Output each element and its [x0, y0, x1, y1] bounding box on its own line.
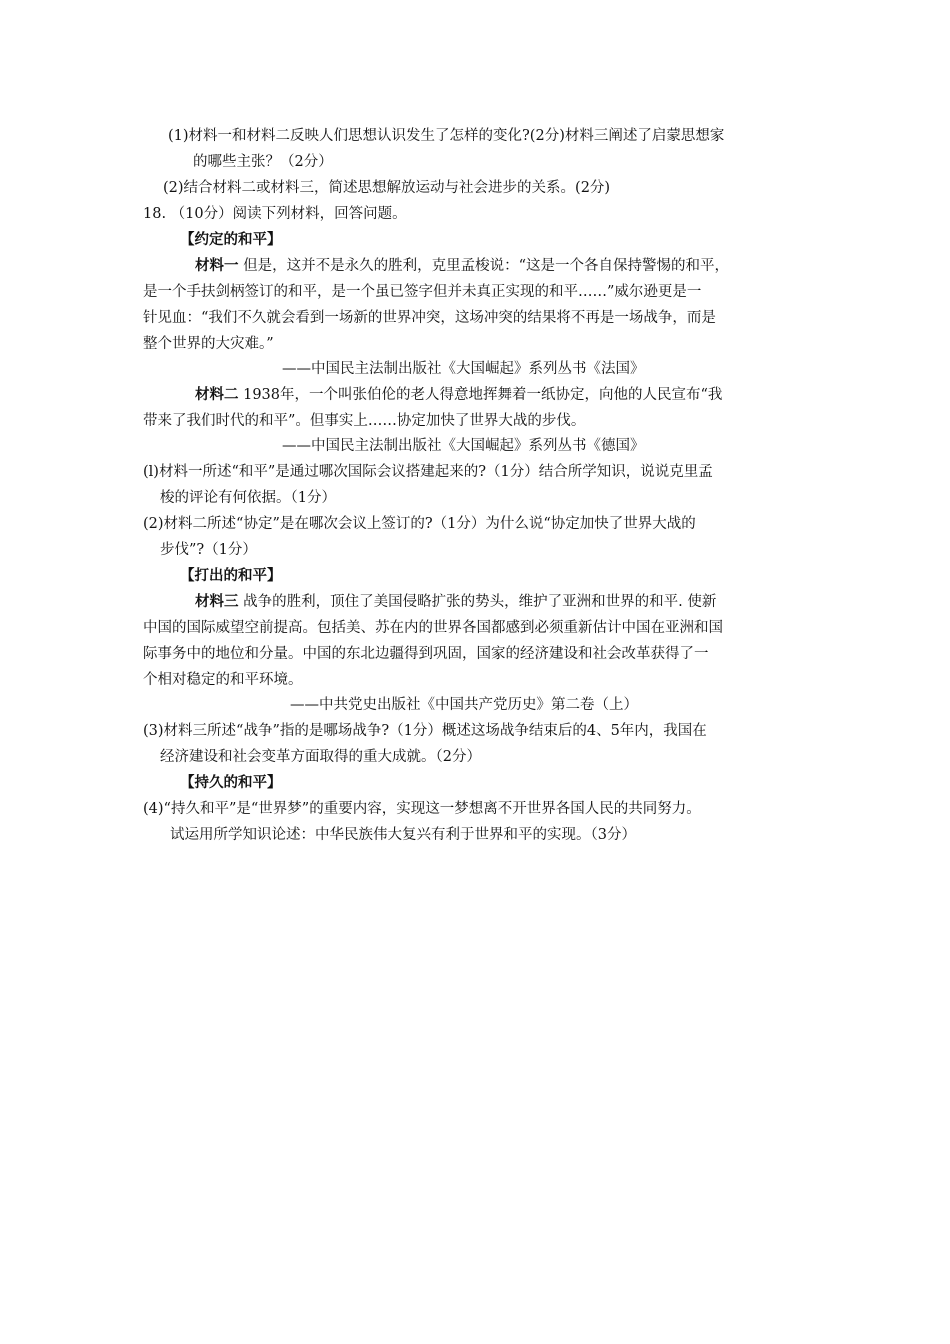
material-one-line2: 是一个手扶剑柄签订的和平，是一个虽已签字但并未真正实现的和平……”威尔逊更是一: [143, 284, 702, 300]
material-two-line1: 材料二 1938年，一个叫张伯伦的老人得意地挥舞着一纸协定，向他的人民宣布“我: [195, 386, 723, 403]
material-three-line3: 际事务中的地位和分量。中国的东北边疆得到巩固，国家的经济建设和社会改革获得了一: [143, 646, 709, 662]
material-three-line1: 材料三 战争的胜利，顶住了美国侵略扩张的势头，维护了亚洲和世界的和平. 使新: [195, 593, 717, 610]
section-heading-won-peace: 【打出的和平】: [180, 567, 282, 584]
q18-sub1-line2: 梭的评论有何依据。（1分）: [160, 490, 336, 506]
material-three-line4: 个相对稳定的和平环境。: [143, 672, 303, 688]
section-heading-lasting-peace: 【持久的和平】: [180, 774, 282, 791]
material-two-label: 材料二: [195, 386, 239, 403]
q17-sub1-line1: (1)材料一和材料二反映人们思想认识发生了怎样的变化?(2分)材料三阐述了启蒙思想家: [168, 128, 725, 144]
material-three-label: 材料三: [195, 593, 239, 610]
material-one-line1: 材料一 但是，这并不是永久的胜利，克里孟梭说：“这是一个各自保持警惕的和平，: [195, 257, 730, 274]
q18-sub4-line1: (4)“持久和平”是“世界梦”的重要内容，实现这一梦想离不开世界各国人民的共同努力。: [143, 801, 701, 817]
material-one-source: ——中国民主法制出版社《大国崛起》系列丛书《法国》: [282, 361, 645, 377]
material-three-source: ——中共党史出版社《中国共产党历史》第二卷（上）: [290, 697, 638, 713]
material-one-line3: 针见血：“我们不久就会看到一场新的世界冲突，这场冲突的结果将不再是一场战争，而是: [143, 310, 716, 326]
q18-stem: 18. （10分）阅读下列材料，回答问题。: [143, 206, 407, 222]
q18-sub2-line1: (2)材料二所述“协定”是在哪次会议上签订的?（1分）为什么说“协定加快了世界大战的: [143, 516, 696, 532]
q18-sub2-line2: 步伐”?（1分）: [160, 542, 257, 558]
section-heading-agreed-peace: 【约定的和平】: [180, 231, 282, 248]
material-one-line4: 整个世界的大灾难。”: [143, 336, 274, 352]
q17-sub2: (2)结合材料二或材料三，简述思想解放运动与社会进步的关系。(2分): [163, 180, 611, 196]
material-two-source: ——中国民主法制出版社《大国崛起》系列丛书《德国》: [282, 438, 645, 454]
q17-sub1-line2: 的哪些主张？（2分）: [193, 154, 333, 170]
material-three-line2: 中国的国际威望空前提高。包括美、苏在内的世界各国都感到必须重新估计中国在亚洲和国: [143, 620, 723, 636]
q18-sub3-line2: 经济建设和社会变革方面取得的重大成就。（2分）: [160, 749, 481, 765]
q18-sub1-line1: (l)材料一所述“和平”是通过哪次国际会议搭建起来的?（1分）结合所学知识，说说克里孟: [143, 464, 713, 480]
material-one-label: 材料一: [195, 257, 239, 274]
q18-sub3-line1: (3)材料三所述“战争”指的是哪场战争?（1分）概述这场战争结束后的4、5年内，我国在: [143, 723, 707, 739]
material-two-line2: 带来了我们时代的和平”。但事实上……协定加快了世界大战的步伐。: [143, 413, 586, 429]
q18-sub4-line2: 试运用所学知识论述：中华民族伟大复兴有利于世界和平的实现。（3分）: [170, 827, 636, 843]
